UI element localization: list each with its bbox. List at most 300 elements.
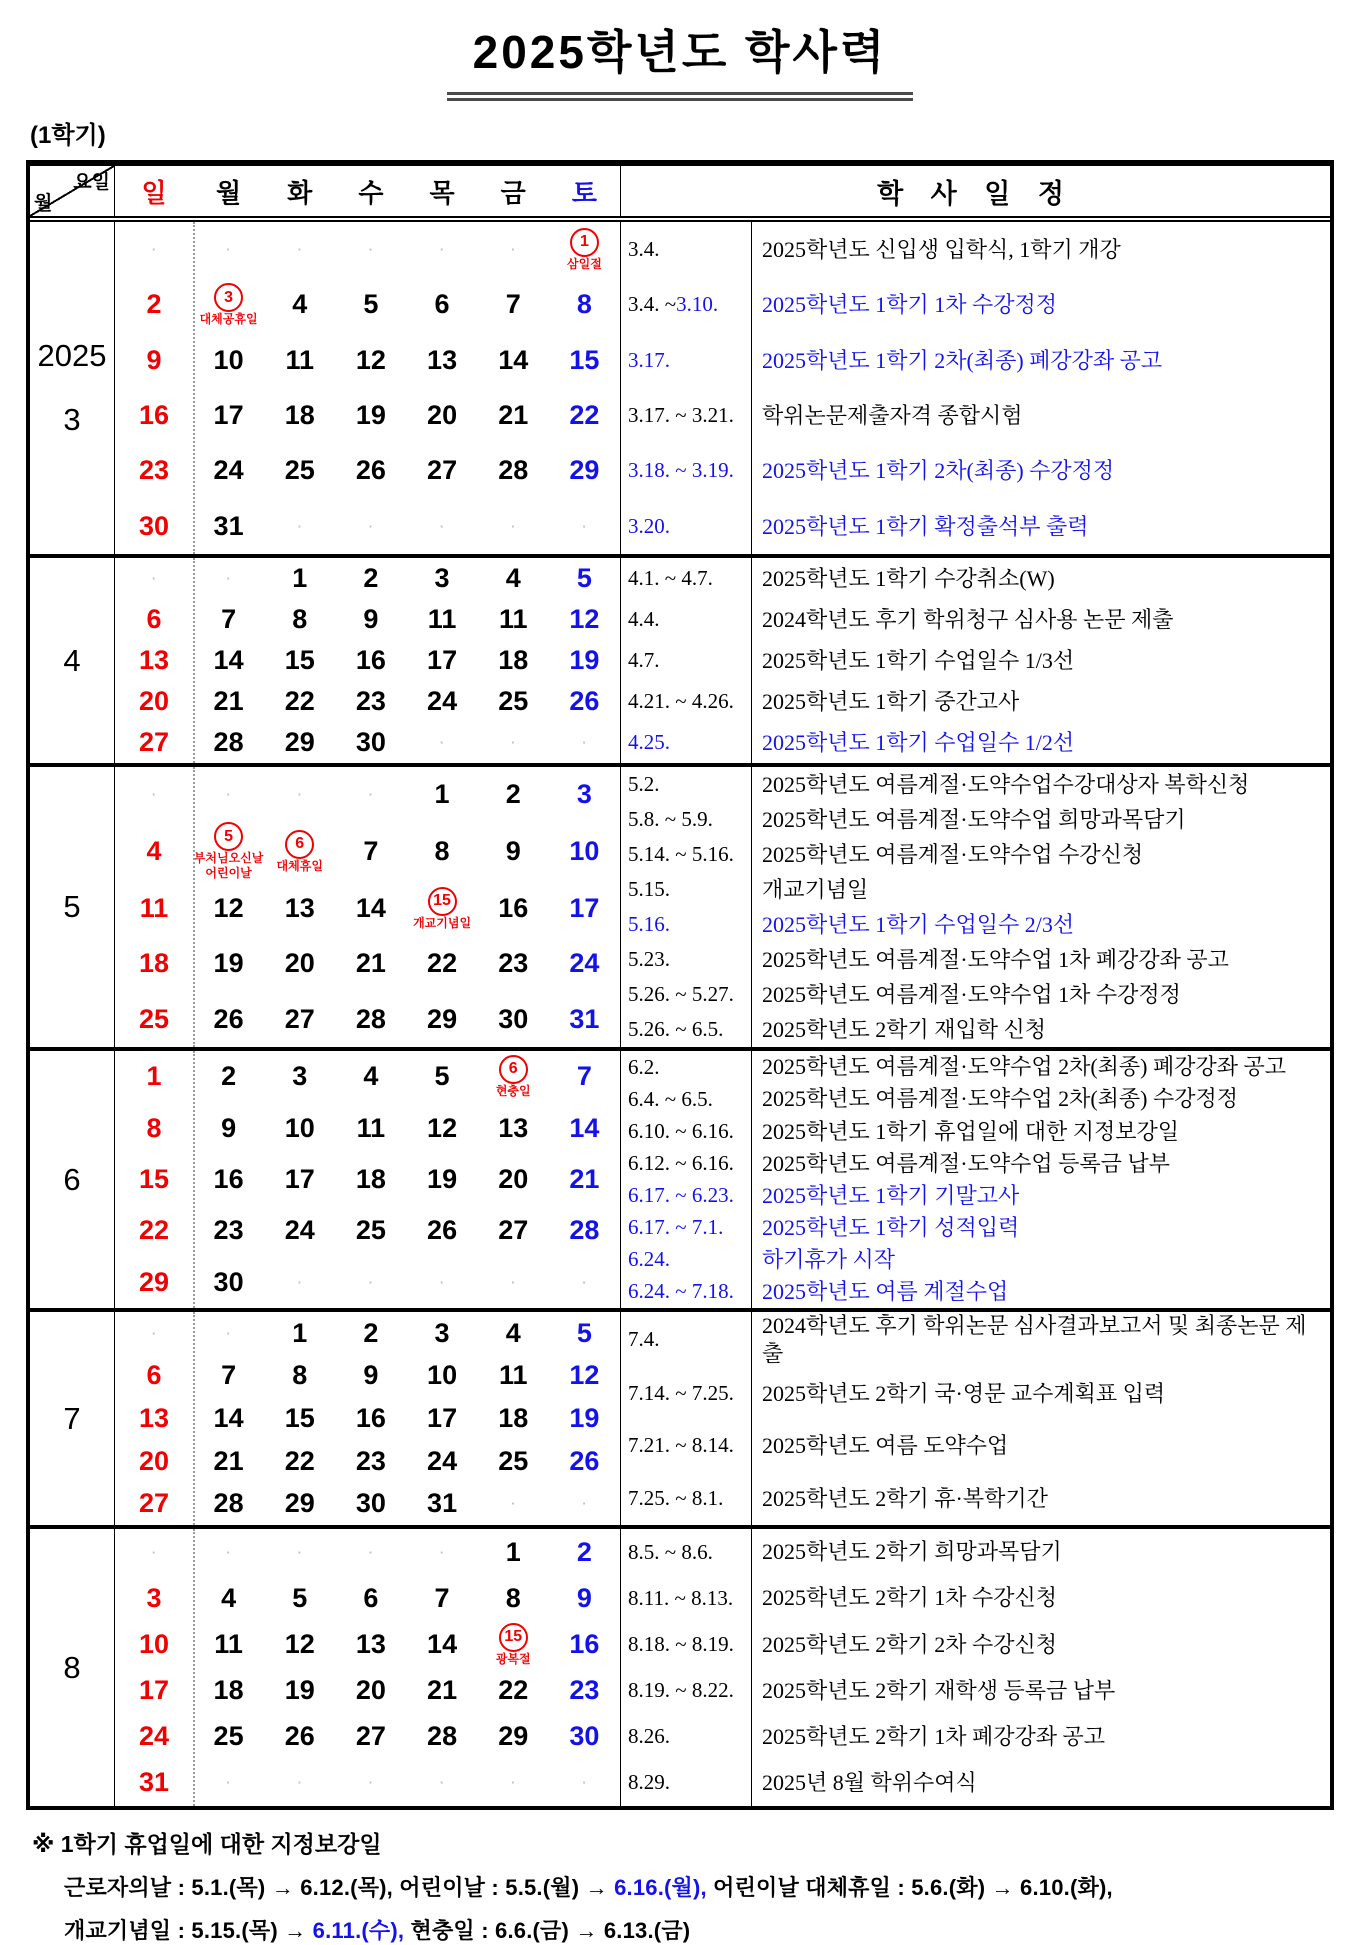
day-number: 8: [505, 1582, 521, 1613]
schedule-date-segment: 5.15.: [628, 877, 670, 901]
day-number: 21: [213, 1445, 244, 1476]
day-number: 8: [434, 836, 450, 867]
calendar-cell: [406, 681, 477, 722]
day-number: 6: [146, 604, 162, 634]
calendar-cell: [264, 822, 335, 881]
calendar-cell: [406, 1440, 477, 1483]
schedule-description: 학위논문제출자격 종합시험: [751, 388, 1330, 443]
schedule-date-segment: 7.4.: [628, 1327, 660, 1351]
schedule-date: [621, 1714, 751, 1760]
day-number: 7: [505, 289, 521, 320]
empty-cell-dot: ·: [226, 787, 231, 803]
calendar-cell: [549, 1257, 620, 1308]
day-number: 3: [434, 1317, 450, 1348]
day-number: 13: [355, 1628, 386, 1659]
calendar-cell: [549, 640, 620, 681]
day-number: 26: [284, 1721, 315, 1752]
day-number: 30: [138, 510, 170, 541]
day-number: 29: [427, 1003, 458, 1034]
calendar-cell: [193, 722, 264, 763]
day-number: 3: [292, 1061, 308, 1092]
day-number: 27: [498, 1215, 529, 1246]
months-container: [30, 222, 1330, 1806]
day-number: 7: [363, 836, 379, 867]
calendar-cell: [193, 1102, 264, 1153]
day-number: 19: [284, 1675, 315, 1706]
day-number: 14: [498, 344, 529, 375]
calendar-cell: [478, 767, 549, 822]
calendar-cell: [478, 1529, 549, 1575]
day-number: 4: [363, 1061, 379, 1092]
day-number: 10: [427, 1360, 458, 1391]
calendar-cell: [335, 1714, 406, 1760]
schedule-date-segment: 5.8. ~ 5.9.: [628, 807, 713, 831]
schedule-description: 2025학년도 1학기 휴업일에 대한 지정보강일: [751, 1115, 1330, 1147]
schedule-description: 2025학년도 여름 계절수업: [751, 1276, 1330, 1308]
schedule-date: [621, 1115, 751, 1147]
schedule-description: 2025학년도 1학기 기말고사: [751, 1180, 1330, 1212]
day-number: 23: [355, 686, 386, 716]
calendar-cell: [406, 443, 477, 498]
calendar-cell: [549, 1205, 620, 1256]
schedule-description: 2025학년도 여름계절·도약수업수강대상자 복학신청: [751, 767, 1330, 802]
day-number: 16: [498, 893, 529, 924]
empty-cell-dot: ·: [582, 735, 587, 750]
calendar-cell: [478, 1668, 549, 1714]
calendar-cell: [193, 1575, 264, 1621]
schedule-date: [621, 1367, 751, 1420]
day-number: 16: [569, 1628, 600, 1659]
day-number: 11: [498, 1360, 528, 1391]
schedule-date-segment: 6.24. ~ 7.18.: [628, 1279, 734, 1304]
day-number: 25: [213, 1721, 244, 1752]
calendar-cell: [478, 388, 549, 443]
calendar-cell: [478, 443, 549, 498]
day-number: 1: [292, 1317, 308, 1348]
calendar-cell: [115, 640, 193, 681]
schedule-date-segment: 5.14. ~ 5.16.: [628, 842, 734, 866]
calendar-cell: [193, 1312, 264, 1355]
calendar-cell: [264, 388, 335, 443]
day-number: 12: [284, 1628, 315, 1659]
holiday-circled-number: 15: [499, 1623, 528, 1652]
calendar-cell: [193, 558, 264, 599]
calendar-cell: [264, 1257, 335, 1308]
calendar-cell: [264, 767, 335, 822]
weekday-header-cell: 화: [287, 177, 313, 208]
day-number: 14: [427, 1628, 458, 1659]
day-number: 11: [285, 344, 315, 375]
day-number: 16: [138, 400, 170, 431]
schedule-description: 2025학년도 1학기 확정출석부 출력: [751, 499, 1330, 554]
calendar-cell: [115, 1257, 193, 1308]
empty-cell-dot: ·: [582, 518, 587, 534]
calendar-cell: [264, 1621, 335, 1667]
calendar-cell: [478, 558, 549, 599]
empty-cell-dot: ·: [582, 1496, 587, 1512]
schedule-grid: [620, 1051, 1330, 1308]
calendar-cell: [478, 1575, 549, 1621]
calendar-cell: [478, 881, 549, 936]
calendar-cell: [478, 277, 549, 332]
schedule-date: [621, 1529, 751, 1575]
schedule-date: [621, 1244, 751, 1276]
calendar-cell: [193, 277, 264, 332]
day-number: 12: [569, 604, 600, 634]
calendar-cell: [115, 1621, 193, 1667]
schedule-date-segment: 4.4.: [628, 607, 660, 631]
schedule-date-segment: 6.17. ~ 6.23.: [628, 1183, 734, 1208]
calendar-cell: [335, 1102, 406, 1153]
day-number: 5: [363, 289, 379, 320]
calendar-cell: [264, 1397, 335, 1440]
day-number: 4: [146, 836, 162, 867]
calendar-cell: [549, 681, 620, 722]
day-number: 26: [569, 686, 600, 716]
calendar-cell: [193, 822, 264, 881]
empty-cell-dot: ·: [368, 1544, 374, 1560]
day-number: 17: [427, 1402, 458, 1433]
calendar-cell: [264, 599, 335, 640]
day-number: 29: [284, 727, 315, 757]
day-number: 3: [434, 563, 450, 593]
day-number: 20: [427, 400, 458, 431]
schedule-date-segment: 6.24.: [628, 1247, 670, 1272]
day-number: 21: [355, 948, 386, 979]
empty-cell-dot: ·: [368, 787, 374, 803]
calendar-cell: [406, 992, 477, 1047]
day-number: 12: [355, 344, 386, 375]
schedule-description: 2025학년도 여름계절·도약수업 등록금 납부: [751, 1147, 1330, 1179]
calendar-cell: [406, 1257, 477, 1308]
calendar-cell: [115, 222, 193, 277]
day-number: 15: [569, 344, 600, 375]
day-number: 31: [213, 510, 244, 541]
footer-line-segment: 6.16.(월),: [614, 1875, 707, 1900]
calendar-cell: [549, 1621, 620, 1667]
calendar-cell: [478, 1355, 549, 1398]
calendar-cell: [335, 1529, 406, 1575]
calendar-cell: [478, 1440, 549, 1483]
day-number: 11: [356, 1112, 386, 1143]
day-number: 17: [284, 1163, 315, 1194]
day-number: 19: [213, 948, 244, 979]
day-number: 2: [221, 1061, 237, 1092]
schedule-date: [621, 1575, 751, 1621]
day-number: 30: [355, 727, 386, 757]
calendar-cell: [406, 1355, 477, 1398]
calendar-cell: [478, 1312, 549, 1355]
holiday-label: 개교기념일: [413, 915, 472, 930]
calendar-cell: [335, 722, 406, 763]
calendar-cell: [478, 1205, 549, 1256]
schedule-description: 2024학년도 후기 학위청구 심사용 논문 제출: [751, 599, 1330, 640]
holiday-label: 삼일절: [567, 256, 602, 271]
schedule-description: 2025학년도 여름계절·도약수업 1차 수강정정: [751, 977, 1330, 1012]
schedule-grid: [620, 558, 1330, 763]
day-number: 31: [569, 1003, 600, 1034]
corner-label-month: 월: [34, 193, 53, 214]
schedule-description: 2025학년도 여름계절·도약수업 1차 폐강강좌 공고: [751, 942, 1330, 977]
day-number: 29: [138, 1266, 170, 1297]
holiday-circled-number: 3: [214, 283, 243, 312]
schedule-date: [621, 1147, 751, 1179]
calendar-cell: [193, 1482, 264, 1525]
calendar-cell: [193, 681, 264, 722]
day-number: 23: [498, 948, 529, 979]
schedule-date: [621, 333, 751, 388]
day-number: 20: [498, 1163, 529, 1194]
calendar-cell: [264, 1760, 335, 1806]
schedule-date: [621, 837, 751, 872]
day-number: 29: [284, 1488, 315, 1519]
calendar-cell: [478, 1482, 549, 1525]
day-number: 11: [139, 893, 169, 924]
day-number: 24: [427, 1445, 458, 1476]
day-number: 9: [363, 604, 379, 634]
schedule-date-segment: 3.17. ~ 3.21.: [628, 403, 734, 428]
schedule-date-segment: 8.18. ~ 8.19.: [628, 1631, 734, 1656]
day-number: 15: [138, 1163, 170, 1194]
schedule-date: [621, 640, 751, 681]
calendar-cell: [478, 992, 549, 1047]
empty-cell-dot: ·: [297, 1274, 302, 1290]
calendar-cell: [193, 1760, 264, 1806]
footer-line-segment: 개교기념일 : 5.15.(목) →: [64, 1918, 313, 1943]
day-number: 1: [146, 1061, 162, 1092]
calendar-cell: [335, 277, 406, 332]
calendar-cell: [193, 499, 264, 554]
day-number: 17: [427, 645, 458, 675]
empty-cell-dot: ·: [439, 1775, 445, 1791]
month-label: [30, 1312, 115, 1525]
calendar-cell: [193, 1714, 264, 1760]
calendar-cell: [115, 722, 193, 763]
calendar-cell: [335, 1482, 406, 1525]
calendar-cell: [406, 822, 477, 881]
day-number: 21: [498, 400, 529, 431]
day-number: 18: [498, 645, 529, 675]
schedule-date: [621, 222, 751, 277]
day-number: 24: [138, 1721, 170, 1752]
calendar-cell: [264, 443, 335, 498]
schedule-date: [621, 1420, 751, 1473]
schedule-description: 2025학년도 1학기 중간고사: [751, 681, 1330, 722]
calendar-cell: [115, 1668, 193, 1714]
footer-line: [64, 1914, 1360, 1945]
schedule-description: 2025학년도 여름계절·도약수업 희망과목담기: [751, 802, 1330, 837]
title-section: [0, 0, 1360, 101]
calendar-cell: [115, 1714, 193, 1760]
schedule-date: [621, 1621, 751, 1667]
footer-line-segment: 어린이날 대체휴일 : 5.6.(화) → 6.10.(화),: [706, 1875, 1113, 1900]
calendar-cell: [193, 1397, 264, 1440]
holiday-circled-number: 5: [214, 822, 243, 851]
calendar-cell: [406, 388, 477, 443]
day-number: 9: [146, 344, 162, 375]
month-label-line: 2025: [37, 338, 107, 373]
schedule-date: [621, 1012, 751, 1047]
schedule-date: [621, 277, 751, 332]
day-number: 16: [355, 1402, 386, 1433]
day-number: 11: [214, 1628, 243, 1659]
schedule-date-segment: 7.21. ~ 8.14.: [628, 1433, 734, 1458]
holiday-label: 부처님오신날: [193, 851, 264, 866]
day-number: 13: [498, 1112, 529, 1143]
empty-cell-dot: ·: [226, 1325, 231, 1341]
day-number: 6: [363, 1582, 379, 1613]
day-number: 4: [505, 563, 521, 593]
day-number: 2: [363, 563, 379, 593]
calendar-cell: [264, 1440, 335, 1483]
day-number: 10: [284, 1112, 315, 1143]
calendar-grid: [115, 1312, 620, 1525]
day-number: 24: [213, 455, 244, 486]
schedule-date: [621, 388, 751, 443]
empty-cell-dot: ·: [297, 1544, 302, 1560]
calendar-cell: [115, 1312, 193, 1355]
holiday-circled-number: 15: [428, 887, 457, 916]
day-number: 1: [292, 563, 308, 593]
empty-cell-dot: ·: [511, 518, 516, 534]
calendar-cell: [478, 640, 549, 681]
schedule-date: [621, 1051, 751, 1083]
schedule-date-segment: 6.4. ~ 6.5.: [628, 1086, 713, 1111]
empty-cell-dot: ·: [151, 787, 157, 803]
schedule-description: 2025학년도 1학기 수업일수 1/3선: [751, 640, 1330, 681]
day-number: 18: [138, 948, 170, 979]
calendar-cell: [115, 1529, 193, 1575]
day-number: 17: [138, 1675, 170, 1706]
schedule-date-segment: 7.25. ~ 8.1.: [628, 1486, 724, 1511]
schedule-date-segment: 8.29.: [628, 1770, 670, 1795]
calendar-cell: [478, 681, 549, 722]
day-number: 12: [213, 893, 244, 924]
day-number: 28: [498, 455, 529, 486]
day-number: 27: [355, 1721, 386, 1752]
calendar-grid: [115, 767, 620, 1047]
calendar-cell: [549, 443, 620, 498]
schedule-description: 2025학년도 2학기 재입학 신청: [751, 1012, 1330, 1047]
calendar-cell: [335, 1668, 406, 1714]
weekday-header-cell: 목: [429, 177, 455, 208]
holiday-circled-number: 1: [570, 228, 599, 257]
month-label-line: 3: [63, 402, 81, 437]
empty-cell-dot: ·: [511, 1775, 516, 1791]
day-number: 25: [498, 1445, 529, 1476]
day-number: 7: [221, 604, 237, 634]
calendar-cell: [335, 558, 406, 599]
schedule-date: [621, 443, 751, 498]
empty-cell-dot: ·: [439, 735, 445, 750]
day-number: 22: [569, 400, 600, 431]
calendar-cell: [406, 558, 477, 599]
day-number: 23: [213, 1215, 244, 1246]
day-number: 30: [569, 1721, 600, 1752]
calendar-cell: [193, 1529, 264, 1575]
schedule-date-segment: 6.10. ~ 6.16.: [628, 1118, 734, 1143]
schedule-description: 2025학년도 1학기 2차(최종) 폐강강좌 공고: [751, 333, 1330, 388]
day-number: 21: [427, 1675, 458, 1706]
month-label: [30, 1051, 115, 1308]
day-number: 18: [355, 1163, 386, 1194]
empty-cell-dot: ·: [439, 1544, 445, 1560]
calendar-cell: [115, 936, 193, 991]
empty-cell-dot: ·: [297, 1775, 302, 1791]
day-number: 20: [138, 686, 170, 716]
day-number: 10: [569, 836, 600, 867]
month-label-line: 4: [63, 642, 81, 678]
month-label: [30, 558, 115, 763]
calendar-cell: [193, 333, 264, 388]
calendar-cell: [335, 767, 406, 822]
calendar-cell: [115, 499, 193, 554]
day-number: 18: [213, 1675, 244, 1706]
day-number: 24: [569, 948, 600, 979]
schedule-grid: [620, 1312, 1330, 1525]
calendar-cell: [549, 722, 620, 763]
day-number: 2: [363, 1317, 379, 1348]
calendar-cell: [478, 722, 549, 763]
calendar-cell: [406, 222, 477, 277]
day-number: 28: [213, 727, 244, 757]
calendar-cell: [264, 1482, 335, 1525]
month-label: [30, 222, 115, 554]
calendar-cell: [264, 1355, 335, 1398]
schedule-date-segment: 6.2.: [628, 1054, 660, 1079]
day-number: 19: [569, 1402, 600, 1433]
schedule-date: [621, 722, 751, 763]
day-number: 8: [576, 289, 592, 320]
calendar-cell: [193, 388, 264, 443]
calendar-cell: [335, 992, 406, 1047]
schedule-description: 하기휴가 시작: [751, 1244, 1330, 1276]
calendar-cell: [264, 640, 335, 681]
schedule-grid: [620, 222, 1330, 554]
calendar-cell: [193, 881, 264, 936]
calendar-cell: [115, 822, 193, 881]
calendar-cell: [115, 681, 193, 722]
calendar-cell: [478, 936, 549, 991]
day-number: 14: [213, 645, 244, 675]
schedule-description: 2025학년도 2학기 2차 수강신청: [751, 1621, 1330, 1667]
weekday-header-cell: 금: [500, 177, 526, 208]
day-number: 22: [138, 1215, 170, 1246]
schedule-description: 2025학년도 2학기 국·영문 교수계획표 입력: [751, 1367, 1330, 1420]
schedule-date: [621, 942, 751, 977]
calendar-cell: [406, 936, 477, 991]
day-number: 27: [427, 455, 458, 486]
empty-cell-dot: ·: [368, 1274, 374, 1290]
day-number: 25: [138, 1003, 170, 1034]
calendar-cell: [264, 558, 335, 599]
calendar-cell: [478, 599, 549, 640]
calendar-cell: [406, 1529, 477, 1575]
day-number: 20: [355, 1675, 386, 1706]
calendar-cell: [406, 1760, 477, 1806]
empty-cell-dot: ·: [511, 242, 516, 258]
weekday-header-cell: 수: [358, 177, 384, 208]
empty-cell-dot: ·: [439, 518, 445, 534]
calendar-cell: [549, 599, 620, 640]
empty-cell-dot: ·: [151, 1544, 157, 1560]
day-number: 31: [138, 1767, 170, 1798]
day-number: 14: [213, 1402, 244, 1433]
schedule-grid: [620, 767, 1330, 1047]
day-number: 13: [138, 645, 170, 675]
day-number: 23: [355, 1445, 386, 1476]
weekday-header-cell: 일: [141, 177, 167, 208]
